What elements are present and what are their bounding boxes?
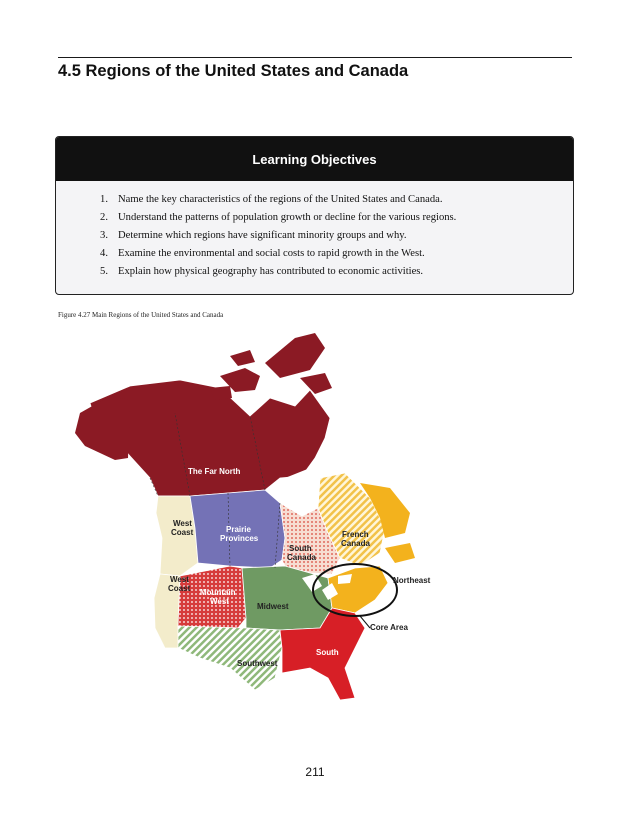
objective-text: Determine which regions have significant minority groups and why. <box>118 230 407 241</box>
region-southwest <box>178 626 282 690</box>
region-alaska <box>75 396 130 460</box>
objective-number: 1. <box>100 194 108 205</box>
label-midwest: Midwest <box>257 602 289 611</box>
label-south-canada: Canada <box>287 553 316 562</box>
learning-objectives-title: Learning Objectives <box>252 151 377 167</box>
objective-text: Name the key characteristics of the regions of the United States and Canada. <box>118 194 443 205</box>
label-french-canada: Canada <box>341 539 370 548</box>
label-northeast: Northeast <box>393 576 431 585</box>
objective-number: 3. <box>100 230 108 241</box>
learning-objectives-list <box>56 181 573 281</box>
objective-number: 5. <box>100 266 108 277</box>
objective-number: 2. <box>100 212 108 223</box>
region-northeast <box>328 566 388 613</box>
arctic-islands <box>210 333 332 400</box>
objective-text: Examine the environmental and social costs to rapid growth in the West. <box>118 248 425 259</box>
label-prairie: Prairie <box>226 525 251 534</box>
label-south-canada: South <box>289 544 312 553</box>
label-west-coast-canada: Coast <box>171 528 194 537</box>
label-west-coast-canada: West <box>173 519 192 528</box>
objective-item <box>56 245 573 263</box>
page-number: 211 <box>305 765 325 779</box>
label-mountain-west: Mountain <box>200 588 236 597</box>
figure-caption: Figure 4.27 Main Regions of the United States and Canada <box>58 311 224 319</box>
learning-objectives-header <box>56 137 573 181</box>
objective-item <box>56 191 573 209</box>
label-west-coast-us: West <box>170 575 189 584</box>
learning-objectives-box <box>55 136 574 295</box>
label-mountain-west: West <box>210 597 229 606</box>
label-core-area: Core Area <box>370 623 408 632</box>
top-rule <box>58 57 572 58</box>
label-south: South <box>316 648 339 657</box>
label-west-coast-us: Coast <box>168 584 191 593</box>
label-prairie: Provinces <box>220 534 259 543</box>
objective-text: Understand the patterns of population growth or decline for the various regions. <box>118 212 457 223</box>
objective-text: Explain how physical geography has contributed to economic activities. <box>118 266 424 277</box>
objective-item <box>56 227 573 245</box>
objective-item <box>56 209 573 227</box>
label-french-canada: French <box>342 530 369 539</box>
objective-number: 4. <box>100 248 108 259</box>
regions-map <box>70 328 470 708</box>
objective-item <box>56 263 573 281</box>
label-far-north: The Far North <box>188 467 241 476</box>
section-title: 4.5 Regions of the United States and Canada <box>58 62 409 80</box>
label-southwest: Southwest <box>237 659 278 668</box>
regions-map-svg <box>70 328 470 708</box>
